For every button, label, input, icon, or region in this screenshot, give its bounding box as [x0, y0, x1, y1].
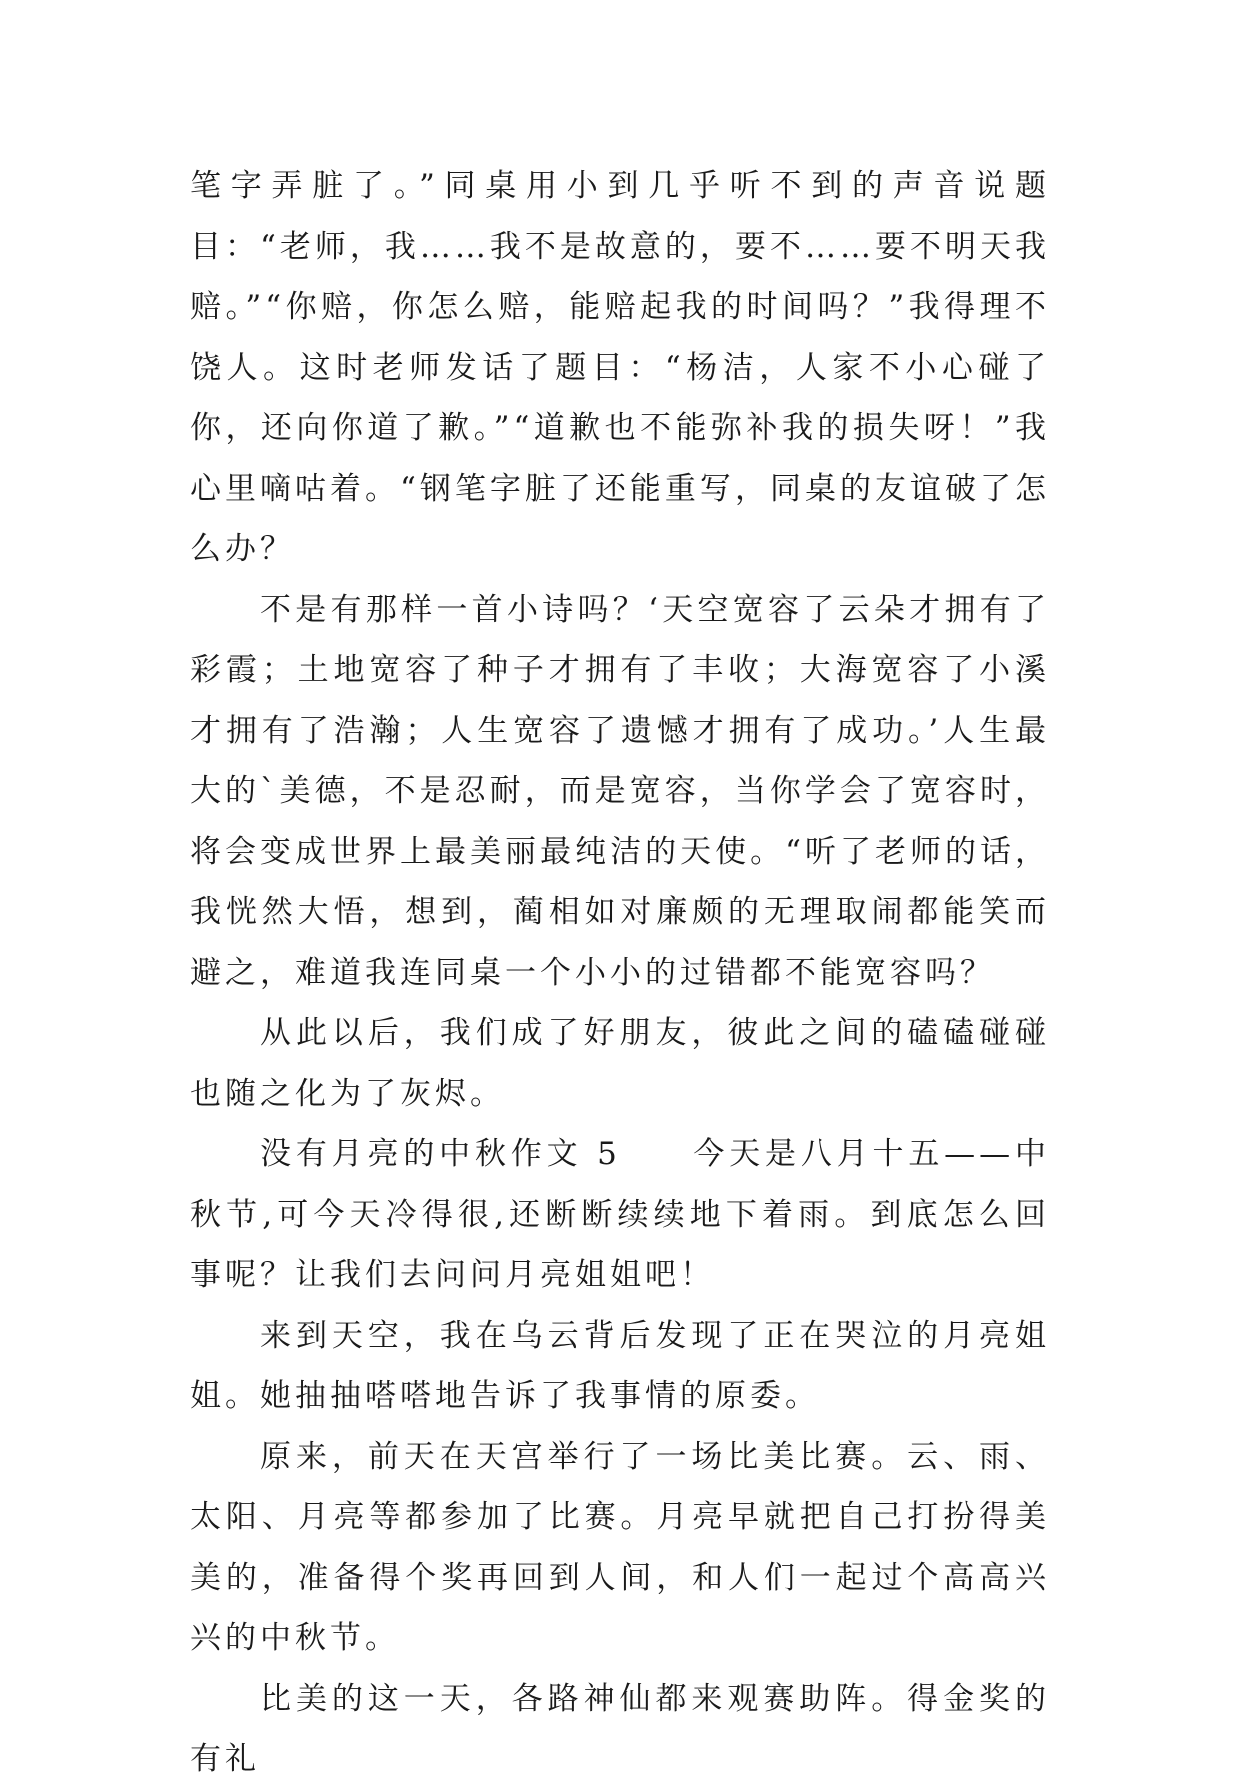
- paragraph: 不是有那样一首小诗吗？‘天空宽容了云朵才拥有了彩霞；土地宽容了种子才拥有了丰收；大海宽容了小溪才拥有了浩瀚；人生宽容了遗憾才拥有了成功。’人生最大的`美德，不是忍耐，而是宽容，当你学会了宽容时，将会变成世界上最美丽最纯洁的天使。“听了老师的话，我恍然大悟，想到，蔺相如对廉颇的无理取闹都能笑而避之，难道我连同桌一个小小的过错都不能宽容吗？: [190, 591, 1050, 991]
- paragraph: 原来，前天在天宫举行了一场比美比赛。云、雨、太阳、月亮等都参加了比赛。月亮早就把自己打扮得美美的，准备得个奖再回到人间，和人们一起过个高高兴兴的中秋节。: [190, 1438, 1050, 1656]
- paragraph: 来到天空，我在乌云背后发现了正在哭泣的月亮姐姐。她抽抽嗒嗒地告诉了我事情的原委。: [190, 1317, 1050, 1414]
- paragraph: 没有月亮的中秋作文 5 今天是八月十五——中秋节,可今天冷得很,还断断续续地下着雨。到底怎么回事呢？让我们去问问月亮姐姐吧！: [190, 1136, 1050, 1293]
- paragraph: 比美的这一天，各路神仙都来观赛助阵。得金奖的有礼: [190, 1680, 1050, 1777]
- paragraph: 从此以后，我们成了好朋友，彼此之间的磕磕碰碰也随之化为了灰烬。: [190, 1015, 1050, 1112]
- document-body: [190, 156, 1050, 1790]
- paragraph: 笔字弄脏了。”同桌用小到几乎听不到的声音说题目：“老师，我……我不是故意的，要不……要不明天我赔。”“你赔，你怎么赔，能赔起我的时间吗？”我得理不饶人。这时老师发话了题目：“杨洁，人家不小心碰了你，还向你道了歉。”“道歉也不能弥补我的损失呀！”我心里嘀咕着。“钢笔字脏了还能重写，同桌的友谊破了怎么办？: [190, 168, 1050, 567]
